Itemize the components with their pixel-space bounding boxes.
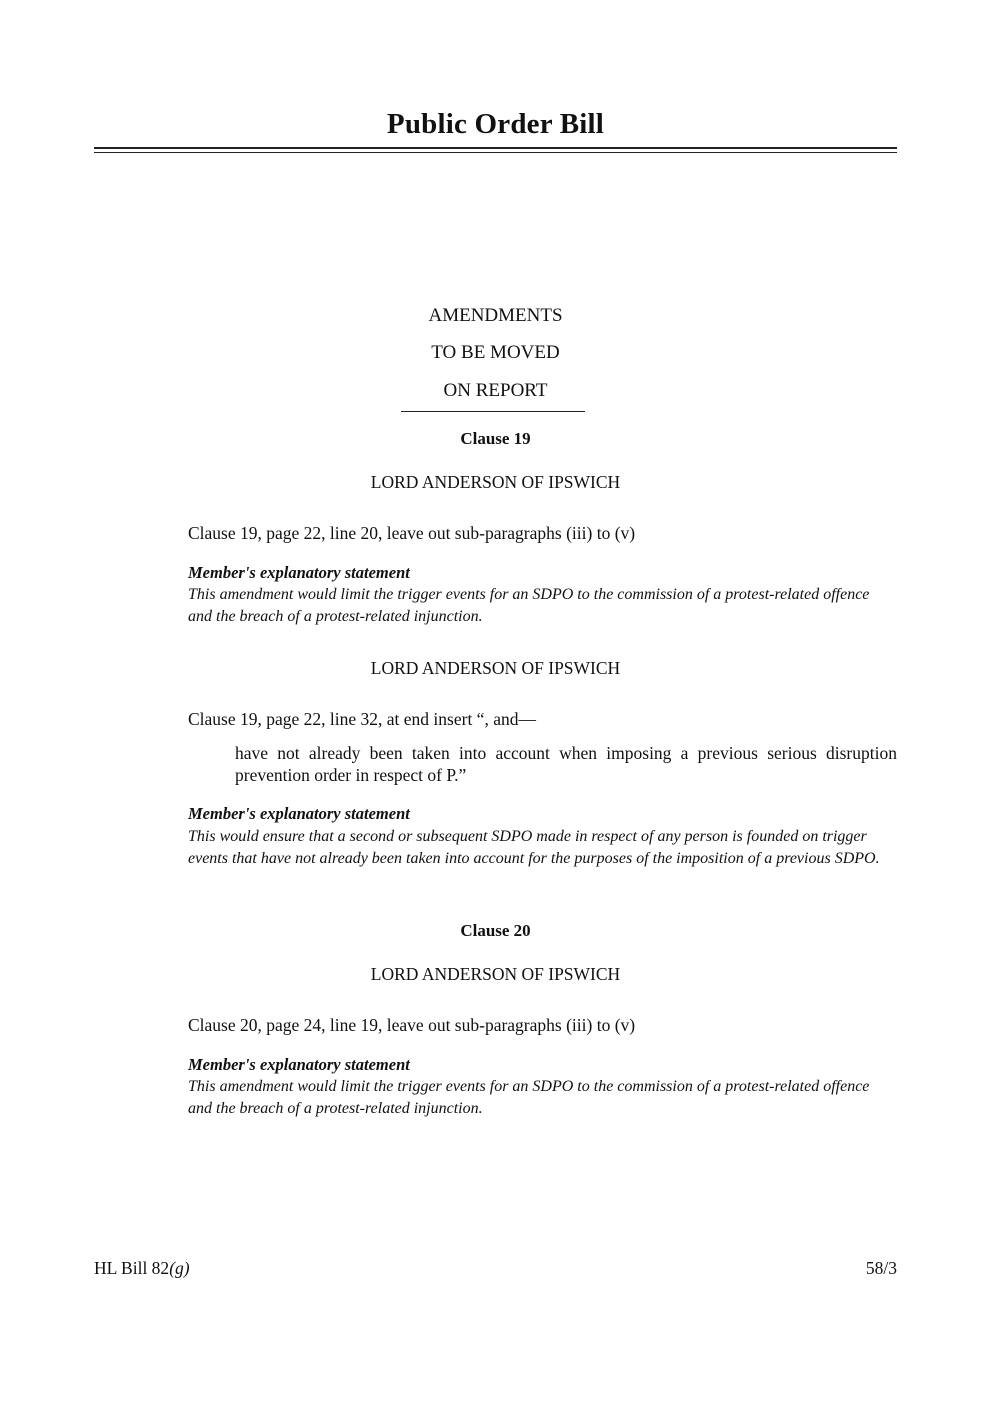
inserted-text: have not already been taken into account when imposing a previous serious disruption prevention order in respect of P.” (235, 743, 897, 785)
member-name: LORD ANDERSON OF IPSWICH (370, 964, 621, 984)
member-name: LORD ANDERSON OF IPSWICH (370, 658, 621, 678)
amendment-text: Clause 20, page 24, line 19, leave out sub-paragraphs (iii) to (v) (188, 1015, 636, 1035)
amendment-text: Clause 19, page 22, line 32, at end insert “, and— (188, 709, 536, 729)
explanatory-statement-title: Member's explanatory statement (188, 804, 410, 823)
title-rule (94, 147, 897, 149)
title-rule-thin (94, 152, 897, 153)
explanatory-statement-title: Member's explanatory statement (188, 1055, 410, 1074)
header-line-amendments: AMENDMENTS (428, 305, 563, 326)
bill-suffix: (g) (169, 1258, 190, 1278)
member-name: LORD ANDERSON OF IPSWICH (370, 472, 621, 492)
header-rule (401, 411, 585, 412)
explanatory-statement-text: This would ensure that a second or subsequent SDPO made in respect of any person is founded on trigger events that have not already been taken into account for the purposes of the imposition of a previous SDPO. (188, 828, 880, 867)
header-line-to-be-moved: TO BE MOVED (431, 342, 560, 363)
explanatory-statement-text: This amendment would limit the trigger events for an SDPO to the commission of a protest-related offence and the breach of a protest-related injunction. (188, 586, 870, 625)
footer-bill-reference (94, 1258, 190, 1279)
header-line-on-report: ON REPORT (443, 380, 548, 401)
amendment-text: Clause 19, page 22, line 20, leave out sub-paragraphs (iii) to (v) (188, 523, 636, 543)
footer-page-reference: 58/3 (865, 1258, 897, 1278)
clause-heading: Clause 19 (460, 429, 531, 448)
explanatory-statement-text: This amendment would limit the trigger events for an SDPO to the commission of a protest-related offence and the breach of a protest-related injunction. (188, 1078, 870, 1117)
bill-title: Public Order Bill (386, 108, 605, 140)
bill-ref: HL Bill 82 (94, 1258, 170, 1278)
explanatory-statement-title: Member's explanatory statement (188, 563, 410, 582)
clause-heading: Clause 20 (460, 921, 531, 940)
